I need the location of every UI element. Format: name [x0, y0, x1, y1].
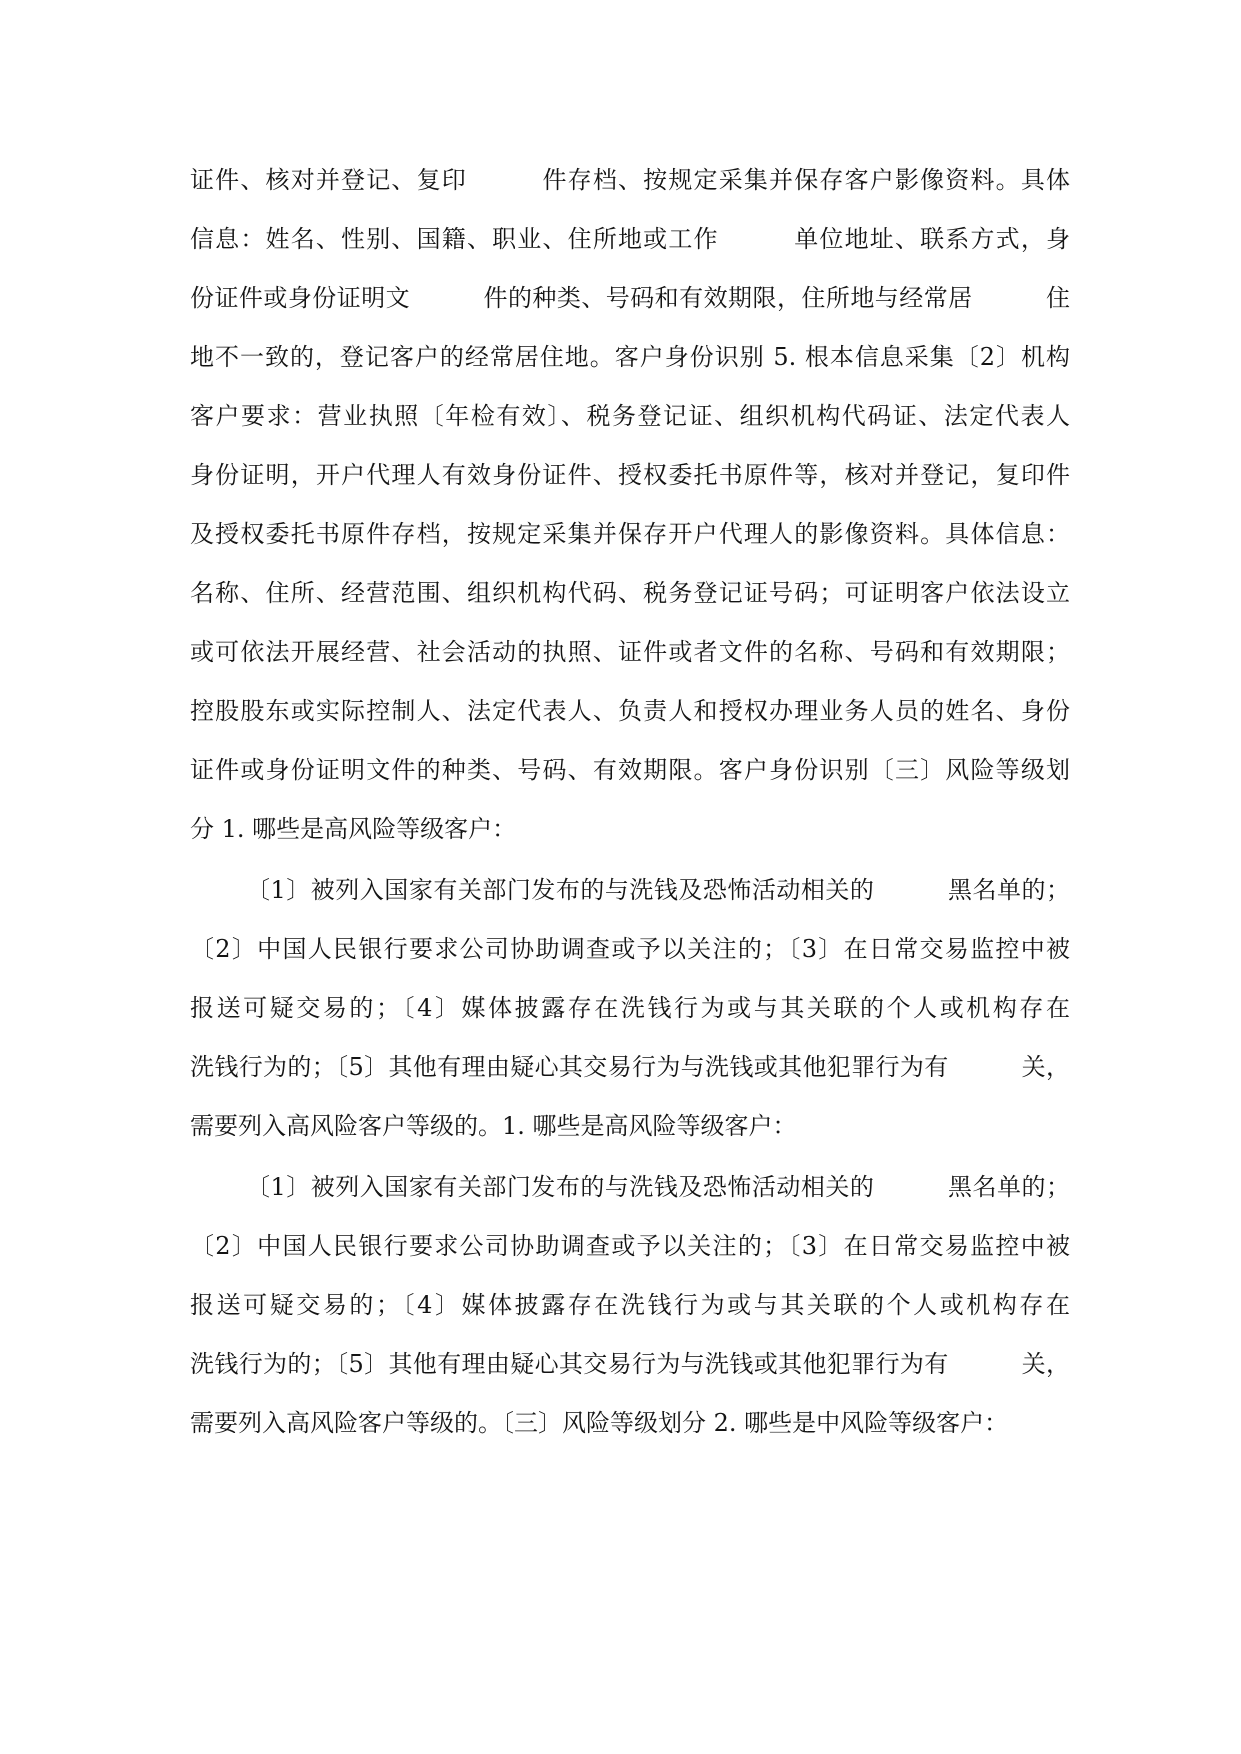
text-line: 〔2〕中国人民银行要求公司协助调查或予以关注的；〔3〕在日常交易监控中被 [190, 1232, 1070, 1260]
text-line: 地不一致的，登记客户的经常居住地。客户身份识别 5. 根本信息采集〔2〕机构 [190, 343, 1070, 371]
text-line: 〔1〕被列入国家有关部门发布的与洗钱及恐怖活动相关的 黑名单的； [246, 1173, 1070, 1201]
text-line: 身份证明，开户代理人有效身份证件、授权委托书原件等，核对并登记，复印件 [190, 461, 1070, 489]
text-line: 报送可疑交易的；〔4〕媒体披露存在洗钱行为或与其关联的个人或机构存在 [190, 1291, 1070, 1319]
text-line: 需要列入高风险客户等级的。〔三〕风险等级划分 2. 哪些是中风险等级客户： [190, 1409, 1009, 1437]
text-line: 份证件或身份证明文 件的种类、号码和有效期限，住所地与经常居 住 [190, 284, 1070, 312]
text-line: 名称、住所、经营范围、组织机构代码、税务登记证号码；可证明客户依法设立 [190, 579, 1070, 607]
text-line: 需要列入高风险客户等级的。1. 哪些是高风险等级客户： [190, 1112, 797, 1140]
text-line: 〔1〕被列入国家有关部门发布的与洗钱及恐怖活动相关的 黑名单的； [246, 876, 1070, 904]
text-line: 洗钱行为的；〔5〕其他有理由疑心其交易行为与洗钱或其他犯罪行为有 关， [190, 1053, 1070, 1081]
text-line: 证件、核对并登记、复印 件存档、按规定采集并保存客户影像资料。具体 [190, 166, 1070, 194]
text-line: 控股股东或实际控制人、法定代表人、负责人和授权办理业务人员的姓名、身份 [190, 697, 1070, 725]
text-line: 洗钱行为的；〔5〕其他有理由疑心其交易行为与洗钱或其他犯罪行为有 关， [190, 1350, 1070, 1378]
text-line: 证件或身份证明文件的种类、号码、有效期限。客户身份识别〔三〕风险等级划 [190, 756, 1070, 784]
text-line: 分 1. 哪些是高风险等级客户： [190, 815, 517, 843]
text-line: 及授权委托书原件存档，按规定采集并保存开户代理人的影像资料。具体信息： [190, 520, 1070, 548]
text-line: 或可依法开展经营、社会活动的执照、证件或者文件的名称、号码和有效期限； [190, 638, 1070, 666]
text-line: 信息：姓名、性别、国籍、职业、住所地或工作 单位地址、联系方式，身 [190, 225, 1070, 253]
text-line: 报送可疑交易的；〔4〕媒体披露存在洗钱行为或与其关联的个人或机构存在 [190, 994, 1070, 1022]
text-line: 客户要求：营业执照〔年检有效〕、税务登记证、组织机构代码证、法定代表人 [190, 402, 1070, 430]
text-line: 〔2〕中国人民银行要求公司协助调查或予以关注的；〔3〕在日常交易监控中被 [190, 935, 1070, 963]
